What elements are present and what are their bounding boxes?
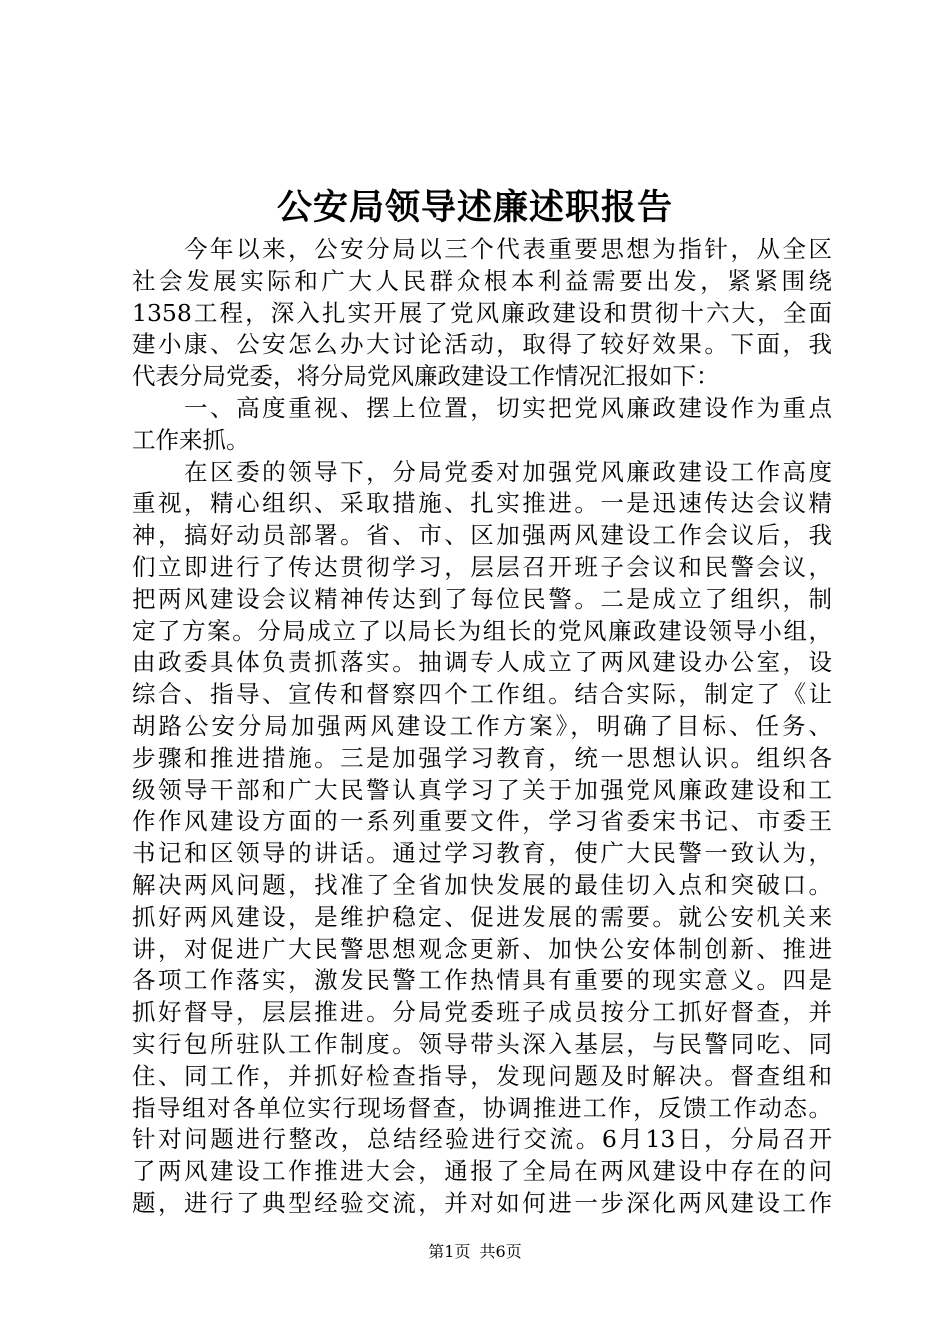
document-body xyxy=(132,234,832,1220)
body-line: 步骤和推进措施。三是加强学习教育，统一思想认识。组织各 xyxy=(132,743,832,772)
body-line: 代表分局党委，将分局党风廉政建设工作情况汇报如下： xyxy=(132,362,720,391)
section-heading-line: 工作来抓。 xyxy=(132,425,250,454)
body-line: 建小康、公安怎么办大讨论活动，取得了较好效果。下面，我 xyxy=(132,330,832,359)
body-line: 书记和区领导的讲话。通过学习教育，使广大民警一致认为， xyxy=(132,839,832,868)
body-line: 重视，精心组织、采取措施、扎实推进。一是迅速传达会议精 xyxy=(132,489,832,518)
body-line: 作作风建设方面的一系列重要文件，学习省委宋书记、市委王 xyxy=(132,807,832,836)
body-line: 把两风建设会议精神传达到了每位民警。二是成立了组织，制 xyxy=(132,584,832,613)
body-line: 解决两风问题，找准了全省加快发展的最佳切入点和突破口。 xyxy=(132,870,832,899)
body-line: 讲，对促进广大民警思想观念更新、加快公安体制创新、推进 xyxy=(132,934,832,963)
section-heading-line: 一、高度重视、摆上位置，切实把党风廉政建设作为重点 xyxy=(132,393,832,422)
page-footer: 第1页 共6页 xyxy=(428,1242,522,1261)
body-line: 由政委具体负责抓落实。抽调专人成立了两风建设办公室，设 xyxy=(132,648,832,677)
body-line: 们立即进行了传达贯彻学习，层层召开班子会议和民警会议， xyxy=(132,552,832,581)
body-line: 今年以来，公安分局以三个代表重要思想为指针，从全区 xyxy=(132,235,832,263)
body-line: 在区委的领导下，分局党委对加强党风廉政建设工作高度 xyxy=(132,457,832,486)
body-line: 综合、指导、宣传和督察四个工作组。结合实际，制定了《让 xyxy=(132,680,832,709)
body-line: 指导组对各单位实行现场督查，协调推进工作，反馈工作动态。 xyxy=(132,1093,832,1122)
body-line: 定了方案。分局成立了以局长为组长的党风廉政建设领导小组， xyxy=(132,616,832,645)
body-line: 住、同工作，并抓好检查指导，发现问题及时解决。督查组和 xyxy=(132,1061,832,1090)
body-line: 抓好两风建设，是维护稳定、促进发展的需要。就公安机关来 xyxy=(132,902,832,931)
body-line: 针对问题进行整改，总结经验进行交流。6月13日，分局召开 xyxy=(132,1125,832,1154)
body-line: 社会发展实际和广大人民群众根本利益需要出发，紧紧围绕 xyxy=(132,266,832,295)
body-line: 实行包所驻队工作制度。领导带头深入基层，与民警同吃、同 xyxy=(132,1029,832,1058)
body-line: 题，进行了典型经验交流，并对如何进一步深化两风建设工作 xyxy=(132,1188,832,1217)
body-line: 了两风建设工作推进大会，通报了全局在两风建设中存在的问 xyxy=(132,1157,832,1186)
body-line: 1358工程，深入扎实开展了党风廉政建设和贯彻十六大，全面 xyxy=(132,298,832,327)
body-line: 抓好督导，层层推进。分局党委班子成员按分工抓好督查，并 xyxy=(132,998,832,1027)
body-line: 胡路公安分局加强两风建设工作方案》，明确了目标、任务、 xyxy=(132,711,832,740)
body-line: 各项工作落实，激发民警工作热情具有重要的现实意义。四是 xyxy=(132,966,832,995)
document-title: 公安局领导述廉述职报告 xyxy=(276,187,673,228)
body-line: 神，搞好动员部署。省、市、区加强两风建设工作会议后，我 xyxy=(132,521,832,550)
body-line: 级领导干部和广大民警认真学习了关于加强党风廉政建设和工 xyxy=(132,775,832,804)
